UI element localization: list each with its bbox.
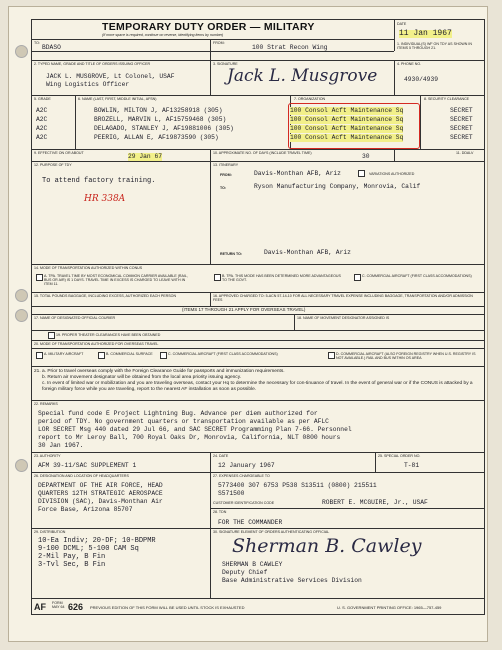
organization: 100 Consol Acft Maintenance Sq xyxy=(290,116,404,123)
transport-option-b-checkbox xyxy=(214,274,221,281)
days-value: 30 xyxy=(362,153,370,160)
grade: A2C xyxy=(36,116,48,123)
itinerary-from-label: FROM: xyxy=(220,173,232,177)
itinerary-to-label: TO: xyxy=(220,186,227,190)
remarks-line: 30 Jan 1967. xyxy=(38,442,84,449)
grade: A2C xyxy=(36,107,48,114)
punch-hole xyxy=(15,309,28,322)
red-annotation: HR 338A xyxy=(84,194,126,204)
courier-label: 17. NAME OF DESIGNATED OFFICIAL COURIER xyxy=(34,316,116,320)
ov-b: B. COMMERCIAL SURFACE xyxy=(106,352,153,356)
remarks-line: LOR SECRET Msg 440 dated 29 Jul 66, and SAC SECRET Programming Plan 7-66. Personnel xyxy=(38,426,352,433)
return-label: RETURN TO: xyxy=(220,252,243,256)
distribution-line: 9-100 DCML; 5-100 CAM Sq xyxy=(38,545,139,553)
variations-checkbox xyxy=(358,170,365,177)
transport-option-c: C. COMMERCIAL AIRCRAFT (FIRST CLASS ACCOMMODATIONS) xyxy=(362,274,472,278)
purpose-label: 12. PURPOSE OF TDY xyxy=(34,163,72,167)
member-name: BOWLIN, MILTON J, AF13258918 (305) xyxy=(94,107,223,114)
ov-c-checkbox xyxy=(160,352,167,359)
from-value: 100 Strat Recon Wing xyxy=(252,44,328,51)
approved-label: 16. APPROVED CHARGED TO: 5-ACN 57-14-10 FOR ALL NECESSARY TRAVEL EXPENSE INCLUDING BAGGAGE, TRANSPORTATION AND/OR ADMISSION FEES xyxy=(213,294,473,302)
remarks-line: Special fund code E Project Lightning Bug. Advance per diem authorized for xyxy=(38,410,318,417)
copies-label: 1. INDIVIDUAL(S) WF ON TDY AS SHOWN IN ITEMS 5 THROUGH 21. xyxy=(397,42,472,50)
transport-option-c-checkbox xyxy=(354,274,361,281)
overseas-mode-label: 20. MODE OF TRANSPORTATION AUTHORIZED FOR OVERSEAS TRAVEL xyxy=(34,342,159,346)
punch-hole xyxy=(15,45,28,58)
variations-label: VARIATIONS AUTHORIZED xyxy=(369,172,415,176)
commander-line: FOR THE COMMANDER xyxy=(218,519,283,526)
clearance: SECRET xyxy=(450,134,473,141)
transport-option-a-checkbox xyxy=(36,274,43,281)
ov-a: A. MILITARY AIRCRAFT xyxy=(44,352,84,356)
itinerary-label: 13. ITINERARY xyxy=(213,163,239,167)
issuer-title: Wing Logistics Officer xyxy=(46,81,130,88)
grade: A2C xyxy=(36,134,48,141)
ov-c: C. COMMERCIAL AIRCRAFT (FIRST CLASS ACCOMMODATIONS) xyxy=(168,352,278,356)
distribution-line: 10-Ea Indiv; 20-DF; 10-BDPMR xyxy=(38,537,156,545)
expenses-line: S571500 xyxy=(218,490,245,497)
expenses-label: 27. EXPENSES CHARGEABLE TO xyxy=(213,474,270,478)
monitor-label: 18. NAME OF MOVEMENT DESIGNATOR ASSIGNED IS xyxy=(297,316,390,320)
phone-value: 4930/4939 xyxy=(404,76,439,83)
clearance-label: 8. SECURITY CLEARANCE xyxy=(424,97,470,101)
member-name: BROZELL, MARVIN L, AF15759468 (305) xyxy=(94,116,227,123)
tdn-label: 28. TDN xyxy=(213,510,227,514)
special-order-label: 25. SPECIAL ORDER NO. xyxy=(378,454,421,458)
distribution-line: 3-Tvl Sec, B Fin xyxy=(38,561,106,569)
authority-label: 23. AUTHORITY xyxy=(34,454,61,458)
auth-date-label: 24. DATE xyxy=(213,454,229,458)
clearance: SECRET xyxy=(450,107,473,114)
form-number: 626 xyxy=(68,602,84,612)
signatory-title: Deputy Chief xyxy=(222,569,268,576)
organization: 100 Consol Acft Maintenance Sq xyxy=(290,125,404,132)
hq-line: DIVISION (SAC), Davis-Monthan Air xyxy=(38,498,163,505)
return-value: Davis-Monthan AFB, Ariz xyxy=(264,249,351,256)
baggage-label: 15. TOTAL POUNDS BAGGAGE, INCLUDING EXCESS, AUTHORIZED EACH PERSON xyxy=(34,294,177,298)
signature-label: 3. SIGNATURE xyxy=(213,62,238,66)
form-subtitle: (If more space is required, continue on reverse, identifying items by number) xyxy=(102,33,224,37)
transport-option-b: B. TPA. THIS MODE HAS BEEN DETERMINED MORE ADVANTAGEOUS TO THE GOVT. xyxy=(222,274,341,282)
phone-label: 4. PHONE NO. xyxy=(397,62,422,66)
purpose-value: To attend factory training. xyxy=(42,177,156,185)
customer-value: ROBERT E. MCGUIRE, Jr., USAF xyxy=(322,499,428,506)
days-label: 10. APPROXIMATE NO. OF DAYS (INCLUDE TRAVEL TIME) xyxy=(213,151,312,155)
issuer-name: JACK L. MUSGROVE, Lt Colonel, USAF xyxy=(46,73,175,80)
grade-label: 5. GRADE xyxy=(34,97,51,101)
itinerary-to: Ryson Manufacturing Company, Monrovia, Calif xyxy=(254,183,421,190)
form-prefix: AF xyxy=(34,602,46,612)
clearance: SECRET xyxy=(450,116,473,123)
ov-d-checkbox xyxy=(328,352,335,359)
form-label: FORM MAY 64 xyxy=(52,601,65,609)
signatory-office: Base Administrative Services Division xyxy=(222,577,362,584)
punch-hole xyxy=(15,459,28,472)
itinerary-from: Davis-Monthan AFB, Ariz xyxy=(254,170,341,177)
effective-label: 9. EFFECTIVE ON OR ABOUT xyxy=(34,151,84,155)
date-label: DATE xyxy=(397,22,407,26)
document-sheet xyxy=(8,6,488,642)
edition-note: PREVIOUS EDITION OF THIS FORM WILL BE USED UNTIL STOCK IS EXHAUSTED xyxy=(90,605,245,610)
member-name: DELAGADO, STANLEY J, AF19881006 (305) xyxy=(94,125,234,132)
order-date: 11 Jan 1967 xyxy=(399,29,452,38)
member-name: PEERIG, ALLAN E, AF19873590 (305) xyxy=(94,134,219,141)
distribution-line: 2-Mil Pay, B Fin xyxy=(38,553,106,561)
hq-line: Force Base, Arizona 85707 xyxy=(38,506,133,513)
transport-label: 14. MODE OF TRANSPORTATION AUTHORIZED WITHIN CONUS xyxy=(34,266,143,270)
signatory-name: SHERMAN B CAWLEY xyxy=(222,561,283,568)
punch-hole xyxy=(15,289,28,302)
form-frame xyxy=(31,19,485,615)
red-ink-bracket xyxy=(288,103,420,149)
instruction-a: 21. a. Prior to travel overseas comply with the Foreign Clearance Guide for passports and immunization requirements. xyxy=(34,369,285,374)
remarks-line: period of TDY. No government quarters or transportation available as per AFLC xyxy=(38,418,329,425)
name-label: 6. NAME (LAST, FIRST, MIDDLE INITIAL, AFSN) xyxy=(78,97,157,101)
issuer-signature: Jack L. Musgrove xyxy=(227,66,378,86)
clearance: SECRET xyxy=(450,125,473,132)
organization: 100 Consol Acft Maintenance Sq xyxy=(290,134,404,141)
remarks-label: 22. REMARKS xyxy=(34,402,58,406)
form-title: TEMPORARY DUTY ORDER — MILITARY xyxy=(102,21,315,33)
printer-note: U. S. GOVERNMENT PRINTING OFFICE: 1965—757-459 xyxy=(337,605,442,610)
hq-line: DEPARTMENT OF THE AIR FORCE, HEAD xyxy=(38,482,163,489)
customer-label: CUSTOMER IDENTIFICATION CODE xyxy=(213,501,275,505)
ov-a-checkbox xyxy=(36,352,43,359)
ov-b-checkbox xyxy=(98,352,105,359)
remarks-line: report to Mr Leroy Ball, 700 Royal Oaks Dr, Monrovia, California, NLT 0800 hours xyxy=(38,434,341,441)
hq-label: 26. DESIGNATION AND LOCATION OF HEADQUARTERS xyxy=(34,474,129,478)
to-value: BDASO xyxy=(42,44,61,51)
effective-date: 29 Jan 67 xyxy=(128,153,163,160)
signatory-label: 30. SIGNATURE ELEMENT OF ORDERS AUTHENTICATING OFFICIAL xyxy=(213,530,330,534)
overseas-note: (ITEMS 17 THROUGH 21 APPLY FOR OVERSEAS TRAVEL) xyxy=(182,307,306,312)
grade: A2C xyxy=(36,125,48,132)
organization: 100 Consol Acft Maintenance Sq xyxy=(290,107,404,114)
auth-date: 12 January 1967 xyxy=(218,462,275,469)
expenses-line: 5773400 307 6753 P538 S13511 (0800) 215511 xyxy=(218,482,377,489)
org-label: 7. ORGANIZATION xyxy=(294,97,326,101)
delay-label: 11. DDALV xyxy=(456,151,474,155)
instruction-b: b. Return air movement designator will be obtained from the local area priority issuing agency. xyxy=(42,375,242,380)
instruction-c: c. In event of limited war or mobilization and you are traveling overseas, contact your Hq to determine the necessary for con-tinuance of travel. In the event of general war or if the CONUS is attacked by a foreign military force while you are traveling, report to the nearest AF installation as soon as possible. xyxy=(42,381,473,392)
from-label: FROM: xyxy=(213,41,225,45)
special-order-no: T-81 xyxy=(404,462,420,469)
to-label: TO: xyxy=(34,41,40,45)
hq-line: QUARTERS 12TH STRATEGIC AEROSPACE xyxy=(38,490,163,497)
issuer-label: 2. TYPED NAME, GRADE AND TITLE OF ORDERS ISSUING OFFICER xyxy=(34,62,151,66)
clearances-label: 19. PROPER THEATER CLEARANCES HAVE BEEN OBTAINED xyxy=(56,333,161,337)
authenticating-signature: Sherman B. Cawley xyxy=(232,535,422,557)
ov-d: D. COMMERCIAL AIRCRAFT (ALSO FOREIGN REGISTRY WHEN U.S. REGISTRY IS NOT AVAILABLE.) RAIL AND BUS WITHIN OS AREA xyxy=(336,352,476,360)
authority-value: AFM 39-11/SAC SUPPLEMENT 1 xyxy=(38,462,137,469)
transport-option-a: A. TPA. TRAVEL TIME BY MOST ECONOMICAL COMMON CARRIER AVAILABLE (RAIL, BUS OR AIR) IS 1 DAYS. TRAVEL TIME IN EXCESS IS CHARGED TO LEAVE WITH IN ITEM 11. xyxy=(44,274,188,286)
distribution-label: 29. DISTRIBUTION xyxy=(34,530,66,534)
